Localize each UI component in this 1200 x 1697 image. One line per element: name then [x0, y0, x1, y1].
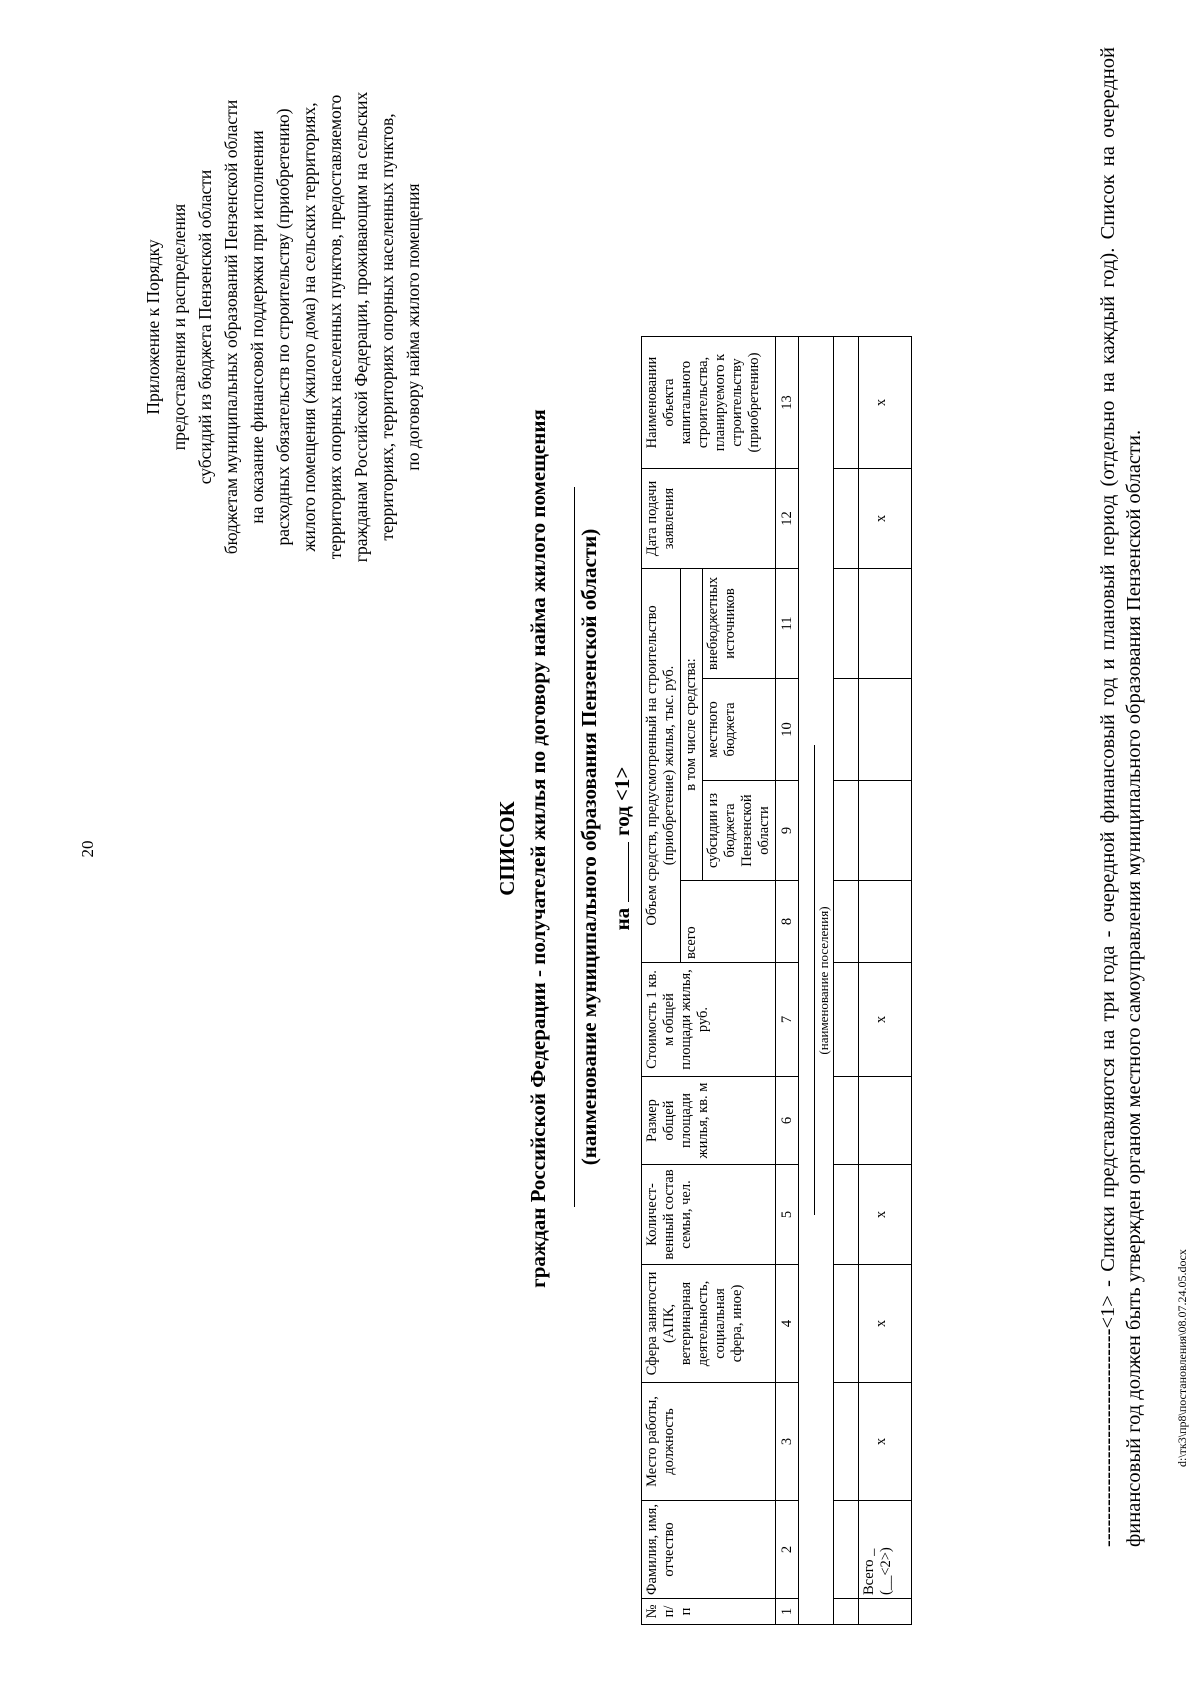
municipality-caption: (наименование муниципального образования Пензенской области)	[574, 487, 603, 1207]
header-cell: Место работы, должность	[642, 1383, 776, 1501]
file-path: d:\тк3\пр8\постановления\08.07.24.05.docx	[1175, 1249, 1189, 1467]
column-number: 7	[776, 963, 799, 1077]
column-number: 4	[776, 1265, 799, 1383]
document-title: СПИСОК	[495, 801, 519, 896]
empty-cell	[834, 881, 859, 963]
empty-cell	[834, 1383, 859, 1501]
document-subtitle: граждан Российской Федерации - получателей жилья по договору найма жилого помещения	[526, 409, 550, 1288]
appendix-line: по договору найма жилого помещения	[403, 183, 423, 471]
empty-cell	[834, 469, 859, 569]
empty-cell	[834, 679, 859, 781]
header-cell: местного бюджета	[703, 679, 776, 781]
empty-cell	[834, 963, 859, 1077]
appendix-note	[140, 37, 426, 617]
column-number-row	[776, 337, 799, 1625]
empty-cell	[834, 1501, 859, 1599]
total-row	[859, 337, 912, 1625]
settlement-row	[799, 337, 834, 1625]
column-number: 6	[776, 1077, 799, 1165]
empty-cell	[834, 1077, 859, 1165]
total-cell	[859, 1599, 912, 1625]
column-number: 8	[776, 881, 799, 963]
settlement-cell	[799, 337, 834, 1625]
column-number: 9	[776, 781, 799, 881]
year-prefix: на	[610, 907, 634, 931]
header-row	[642, 337, 681, 1625]
empty-row	[834, 337, 859, 1625]
column-number: 13	[776, 337, 799, 469]
total-cell: х	[859, 1165, 912, 1265]
empty-cell	[834, 569, 859, 679]
total-cell: х	[859, 469, 912, 569]
column-number: 10	[776, 679, 799, 781]
total-cell	[859, 781, 912, 881]
appendix-line: жилого помещения (жилого дома) на сельских территориях,	[299, 102, 319, 552]
header-cell: субсидии из бюджета Пензенской области	[703, 781, 776, 881]
column-number: 5	[776, 1165, 799, 1265]
total-cell	[859, 881, 912, 963]
appendix-line: на оказание финансовой поддержки при исполнении	[247, 130, 267, 524]
appendix-line: гражданам Российской Федерации, проживающим на сельских	[351, 91, 371, 563]
column-number: 1	[776, 1599, 799, 1625]
header-cell: Количест-венный состав семьи, чел.	[642, 1165, 776, 1265]
column-number: 12	[776, 469, 799, 569]
year-blank-field	[610, 842, 629, 902]
total-cell: х	[859, 337, 912, 469]
empty-cell	[834, 337, 859, 469]
header-cell: внебюджетных источников	[703, 569, 776, 679]
total-cell: х	[859, 963, 912, 1077]
total-label: Всего _ (__<2>)	[859, 1501, 912, 1599]
page-number: 20	[78, 840, 97, 858]
appendix-line: расходных обязательств по строительству (приобретению)	[273, 108, 293, 546]
recipients-table	[641, 336, 912, 1625]
appendix-line: субсидий из бюджета Пензенской области	[195, 169, 215, 485]
appendix-line: территориях, территориях опорных населенных пунктов,	[377, 113, 397, 541]
empty-cell	[834, 1599, 859, 1625]
column-number: 2	[776, 1501, 799, 1599]
header-cell: в том числе средства:	[681, 569, 703, 881]
empty-cell	[834, 781, 859, 881]
footnote: --------------------------------<1> - Списки представляются на три года - очередной финансовый год и плановый период (отдельно на каждый год). Список на очередной финансовый год должен быть утвержден органом местного самоуправления муниципального образования Пензенской области.	[1097, 47, 1145, 1547]
header-cell: Наименовании объекта капитального строительства, планируемого к строительству (приобретению)	[642, 337, 776, 469]
header-cell: № п/п	[642, 1599, 776, 1625]
appendix-line: Приложение к Порядку	[143, 239, 163, 415]
total-cell	[859, 1077, 912, 1165]
total-cell	[859, 569, 912, 679]
empty-cell	[834, 1165, 859, 1265]
header-cell: Стоимость 1 кв. м общей площади жилья, руб.	[642, 963, 776, 1077]
empty-cell	[834, 1265, 859, 1383]
column-number: 3	[776, 1383, 799, 1501]
appendix-line: предоставления и распределения	[169, 203, 189, 451]
header-cell: Дата подачи заявления	[642, 469, 776, 569]
header-cell: Размер общей площади жилья, кв. м	[642, 1077, 776, 1165]
header-cell: Объем средств, предусмотренный на строительство (приобретение) жилья, тыс. руб.	[642, 569, 681, 963]
header-cell: Сфера занятости (АПК, ветеринарная деятельность, социальная сфера, иное)	[642, 1265, 776, 1383]
header-cell: Фамилия, имя, отчество	[642, 1501, 776, 1599]
total-cell: х	[859, 1383, 912, 1501]
header-cell: всего	[681, 881, 776, 963]
appendix-line: территориях опорных населенных пунктов, предоставляемого	[325, 94, 345, 560]
appendix-line: бюджетам муниципальных образований Пензенской области	[221, 99, 241, 555]
total-cell	[859, 679, 912, 781]
year-suffix: год <1>	[610, 766, 634, 836]
year-line	[608, 0, 636, 1697]
column-number: 11	[776, 569, 799, 679]
settlement-caption: (наименование поселения)	[814, 746, 833, 1216]
total-cell: х	[859, 1265, 912, 1383]
